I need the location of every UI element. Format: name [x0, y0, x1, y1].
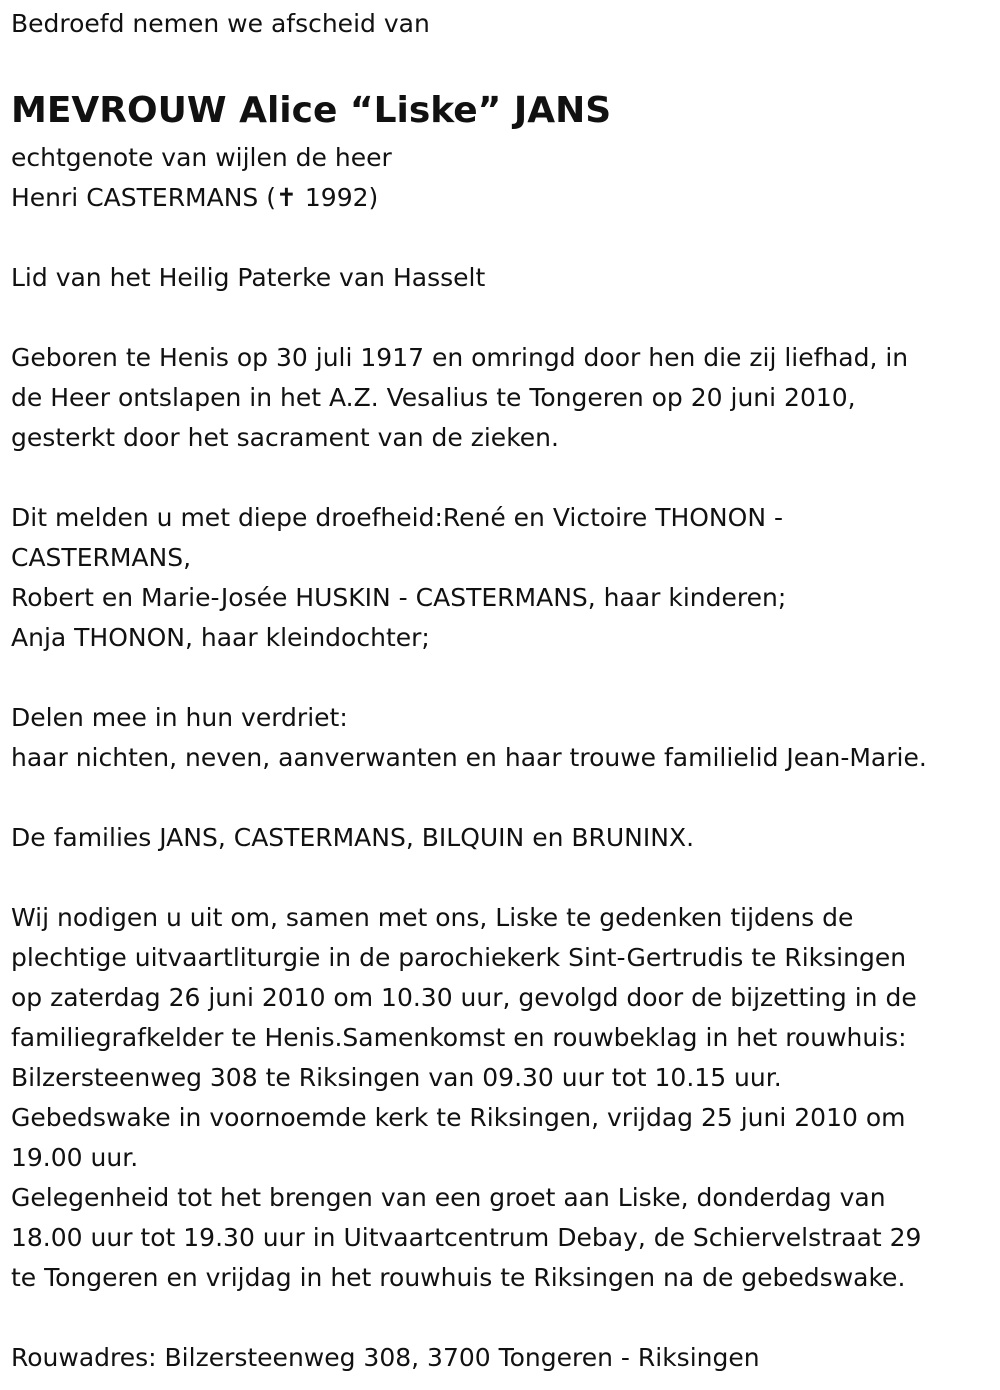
ceremony-line: op zaterdag 26 juni 2010 om 10.30 uur, gevolgd door de bijzetting in de	[11, 983, 917, 1012]
family-line: Robert en Marie-Josée HUSKIN - CASTERMANS, haar kinderen;	[11, 583, 787, 612]
spacer	[11, 778, 1000, 818]
family-line: Dit melden u met diepe droefheid:René en Victoire THONON -	[11, 503, 783, 532]
sharing-paragraph	[11, 698, 1000, 778]
birth-line: gesterkt door het sacrament van de zieken.	[11, 423, 559, 452]
spacer	[11, 298, 1000, 338]
ceremony-line: plechtige uitvaartliturgie in de parochiekerk Sint-Gertrudis te Riksingen	[11, 943, 907, 972]
ceremony-line: te Tongeren en vrijdag in het rouwhuis te Riksingen na de gebedswake.	[11, 1263, 906, 1292]
spouse-line-2: Henri CASTERMANS (✝ 1992)	[11, 183, 379, 212]
ceremony-line: 19.00 uur.	[11, 1143, 139, 1172]
family-line: Anja THONON, haar kleindochter;	[11, 623, 430, 652]
spacer	[11, 218, 1000, 258]
ceremony-line: familiegrafkelder te Henis.Samenkomst en rouwbeklag in het rouwhuis:	[11, 1023, 907, 1052]
birth-line: Geboren te Henis op 30 juli 1917 en omringd door hen die zij liefhad, in	[11, 343, 909, 372]
birth-paragraph	[11, 338, 1000, 458]
spacer	[11, 44, 1000, 84]
ceremony-paragraph	[11, 898, 1000, 1298]
spacer	[11, 658, 1000, 698]
families-text: De families JANS, CASTERMANS, BILQUIN en BRUNINX.	[11, 823, 695, 852]
family-paragraph	[11, 498, 1000, 658]
deceased-name: MEVROUW Alice “Liske” JANS	[11, 90, 612, 131]
spacer	[11, 1298, 1000, 1338]
mourning-address: Rouwadres: Bilzersteenweg 308, 3700 Tongeren - Riksingen	[11, 1343, 760, 1372]
intro-text: Bedroefd nemen we afscheid van	[11, 9, 430, 38]
ceremony-line: Bilzersteenweg 308 te Riksingen van 09.30 uur tot 10.15 uur.	[11, 1063, 782, 1092]
ceremony-line: Wij nodigen u uit om, samen met ons, Liske te gedenken tijdens de	[11, 903, 854, 932]
membership-text: Lid van het Heilig Paterke van Hasselt	[11, 263, 486, 292]
ceremony-line: Gebedswake in voornoemde kerk te Riksingen, vrijdag 25 juni 2010 om	[11, 1103, 906, 1132]
spacer	[11, 458, 1000, 498]
ceremony-line: Gelegenheid tot het brengen van een groet aan Liske, donderdag van	[11, 1183, 886, 1212]
sharing-line: Delen mee in hun verdriet:	[11, 703, 348, 732]
family-line: CASTERMANS,	[11, 543, 192, 572]
spouse-line-1: echtgenote van wijlen de heer	[11, 143, 392, 172]
birth-line: de Heer ontslapen in het A.Z. Vesalius te Tongeren op 20 juni 2010,	[11, 383, 856, 412]
sharing-line: haar nichten, neven, aanverwanten en haar trouwe familielid Jean-Marie.	[11, 743, 927, 772]
spacer	[11, 858, 1000, 898]
ceremony-line: 18.00 uur tot 19.30 uur in Uitvaartcentrum Debay, de Schiervelstraat 29	[11, 1223, 922, 1252]
